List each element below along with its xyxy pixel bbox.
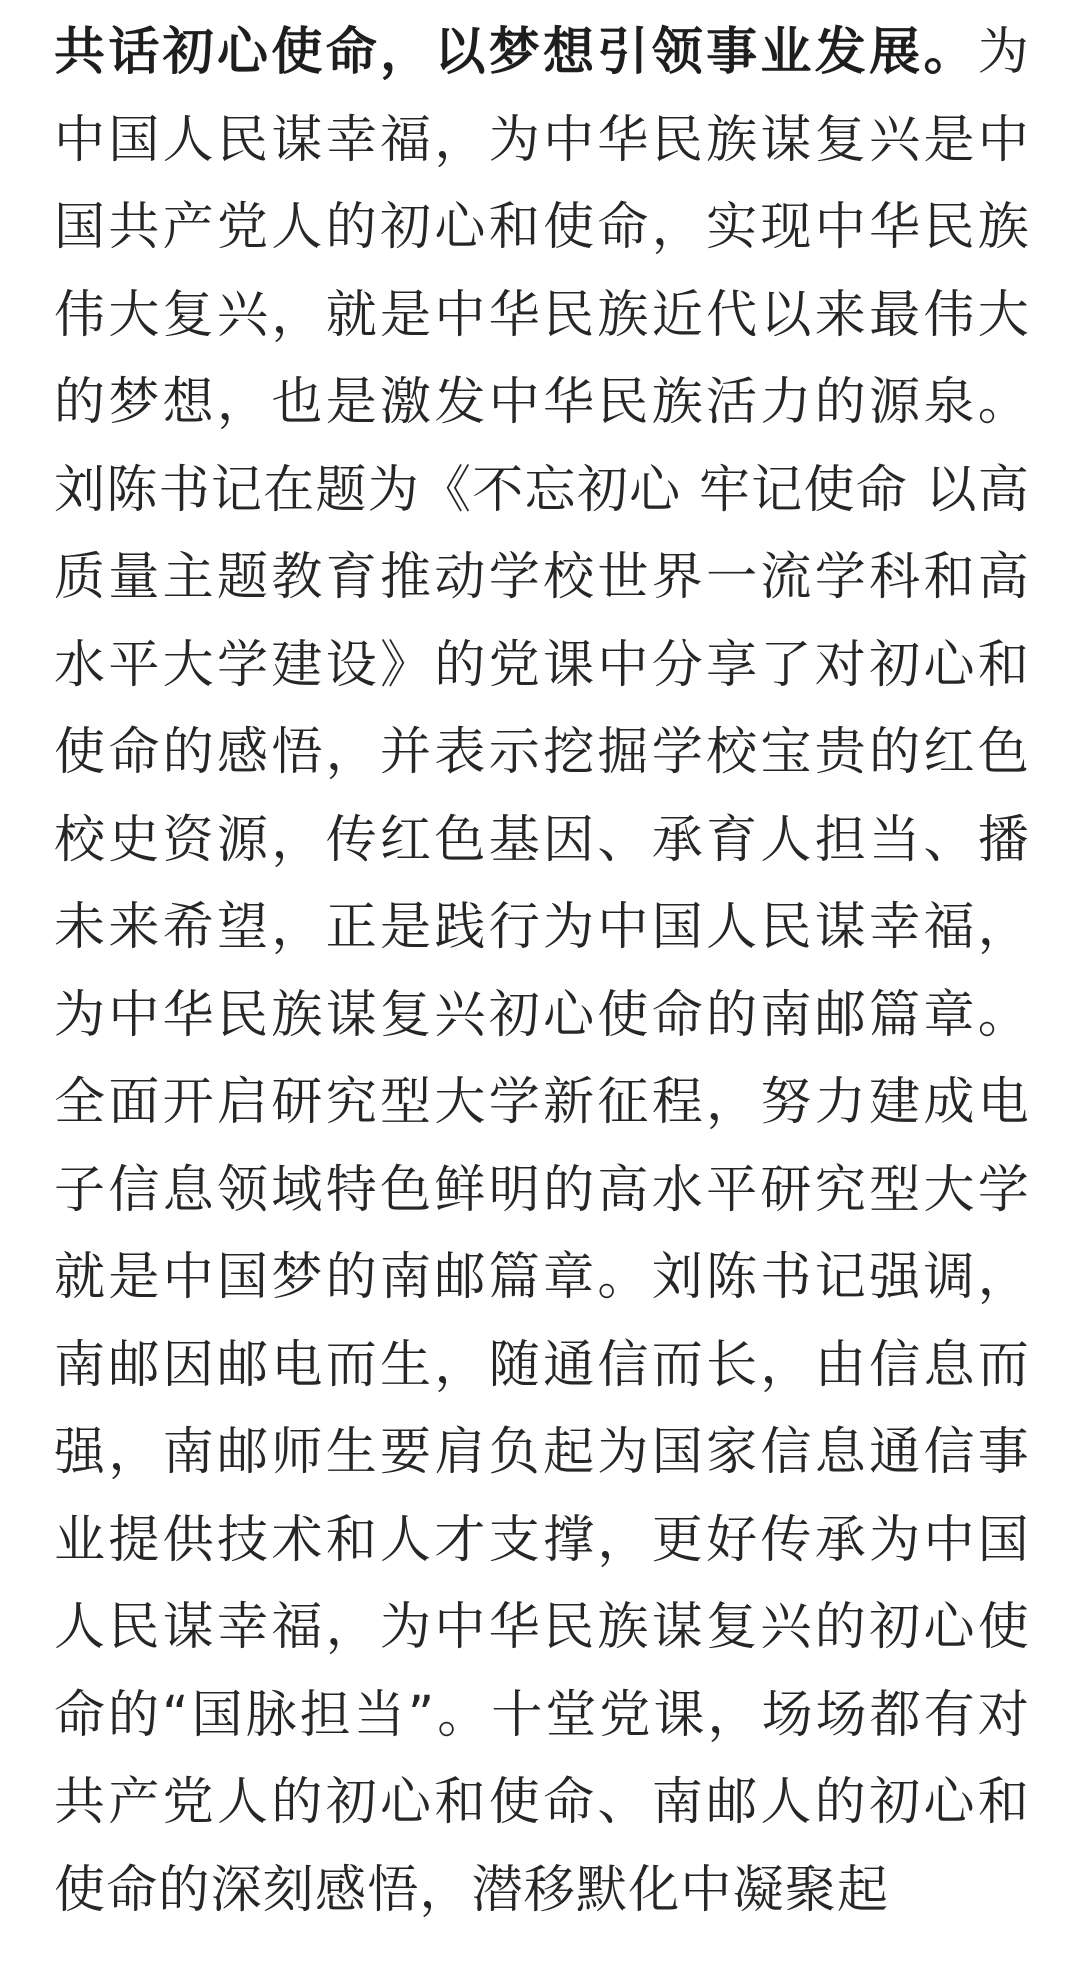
article-paragraph xyxy=(54,0,1030,1934)
body-text: 为中国人民谋幸福，为中华民族谋复兴是中国共产党人的初心和使命，实现中华民族伟大复兴，就是中华民族近代以来最伟大的梦想，也是激发中华民族活力的源泉。刘陈书记在题为《不忘初心 牢记使命 以高质量主题教育推动学校世界一流学科和高水平大学建设》的党课中分享了对初心和使命的感悟，并表示挖掘学校宝贵的红色校史资源，传红色基因、承育人担当、播未来希望，正是践行为中国人民谋幸福，为中华民族谋复兴初心使命的南邮篇章。全面开启研究型大学新征程，努力建成电子信息领域特色鲜明的高水平研究型大学就是中国梦的南邮篇章。刘陈书记强调，南邮因邮电而生，随通信而长，由信息而强，南邮师生要肩负起为国家信息通信事业提供技术和人才支撑，更好传承为中国人民谋幸福，为中华民族谋复兴的初心使命的“国脉担当”。十堂党课，场场都有对共产党人的初心和使命、南邮人的初心和使命的深刻感悟，潜移默化中凝聚起 xyxy=(54,23,1030,1920)
lead-sentence: 共话初心使命，以梦想引领事业发展。 xyxy=(54,23,978,82)
